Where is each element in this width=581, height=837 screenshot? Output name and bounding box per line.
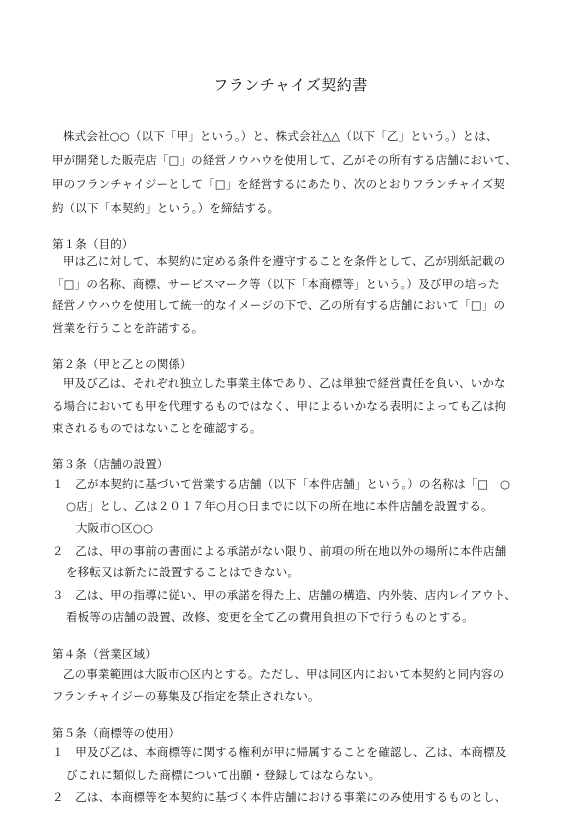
preamble-line: 株式会社○○（以下「甲」という。）と、株式会社△△（以下「乙」という。）とは、 (63, 129, 498, 143)
article-line: 「□」の名称、商標、サービスマーク等（以下「本商標等」という。）及び甲の培った (52, 277, 500, 291)
article-line: ○店」とし、乙は２０１７年○月○日までに以下の所在地に本件店舗を設置する。 (66, 499, 493, 513)
preamble-line: 甲のフランチャイジーとして「□」を経営するにあたり、次のとおりフランチャイズ契 (52, 177, 505, 191)
article-line: びこれに類似した商標について出願・登録してはならない。 (66, 768, 381, 782)
preamble-line: 甲が開発した販売店「□」の経営ノウハウを使用して、乙がその所有する店舗において、 (52, 153, 517, 167)
article-line: ２ 乙は、甲の事前の書面による承諾がない限り、前項の所在地以外の場所に本件店舗 (52, 544, 507, 558)
article-heading: 第１条（目的） (52, 237, 134, 251)
article-line: １ 乙が本契約に基づいて営業する店舗（以下「本件店舗」という。）の名称は「□ ○ (52, 477, 511, 491)
article-line: 経営ノウハウを使用して統一的なイメージの下で、乙の所有する店舗において「□」の (52, 298, 506, 312)
article-line: 乙の事業範囲は大阪市○区内とする。ただし、甲は同区内において本契約と同内容の (63, 667, 505, 681)
document-title: フランチャイズ契約書 (213, 76, 368, 94)
article-line: る場合においても甲を代理するものではなく、甲によるいかなる表明によっても乙は拘 (52, 399, 507, 413)
article-line: 看板等の店舗の設置、改修、変更を全て乙の費用負担の下で行うものとする。 (66, 610, 474, 624)
article-heading: 第２条（甲と乙との関係） (52, 357, 192, 371)
address-line: 大阪市○区○○ (76, 521, 154, 535)
article-line: 甲は乙に対して、本契約に定める条件を遵守することを条件として、乙が別紙記載の (63, 254, 506, 268)
article-heading: 第４条（営業区域） (52, 647, 157, 661)
article-line: フランチャイジーの募集及び指定を禁止されない。 (52, 689, 320, 703)
article-line: １ 甲及び乙は、本商標等に関する権利が甲に帰属することを確認し、乙は、本商標及 (52, 745, 507, 759)
article-line: 束されるものではないことを確認する。 (52, 421, 262, 435)
article-line: ３ 乙は、甲の指導に従い、甲の承諾を得た上、店舗の構造、内外装、店内レイアウト、 (52, 588, 517, 602)
article-line: 甲及び乙は、それぞれ独立した事業主体であり、乙は単独で経営責任を負い、いかな (63, 376, 506, 390)
article-heading: 第５条（商標等の使用） (52, 726, 181, 740)
article-heading: 第３条（店舗の設置） (52, 457, 169, 471)
preamble-line: 約（以下「本契約」という。）を締結する。 (52, 201, 280, 215)
article-line: を移転又は新たに設置することはできない。 (66, 565, 299, 579)
article-line: ２ 乙は、本商標等を本契約に基づく本件店舗における事業にのみ使用するものとし、 (52, 790, 507, 804)
article-line: 営業を行うことを許諾する。 (52, 321, 204, 335)
